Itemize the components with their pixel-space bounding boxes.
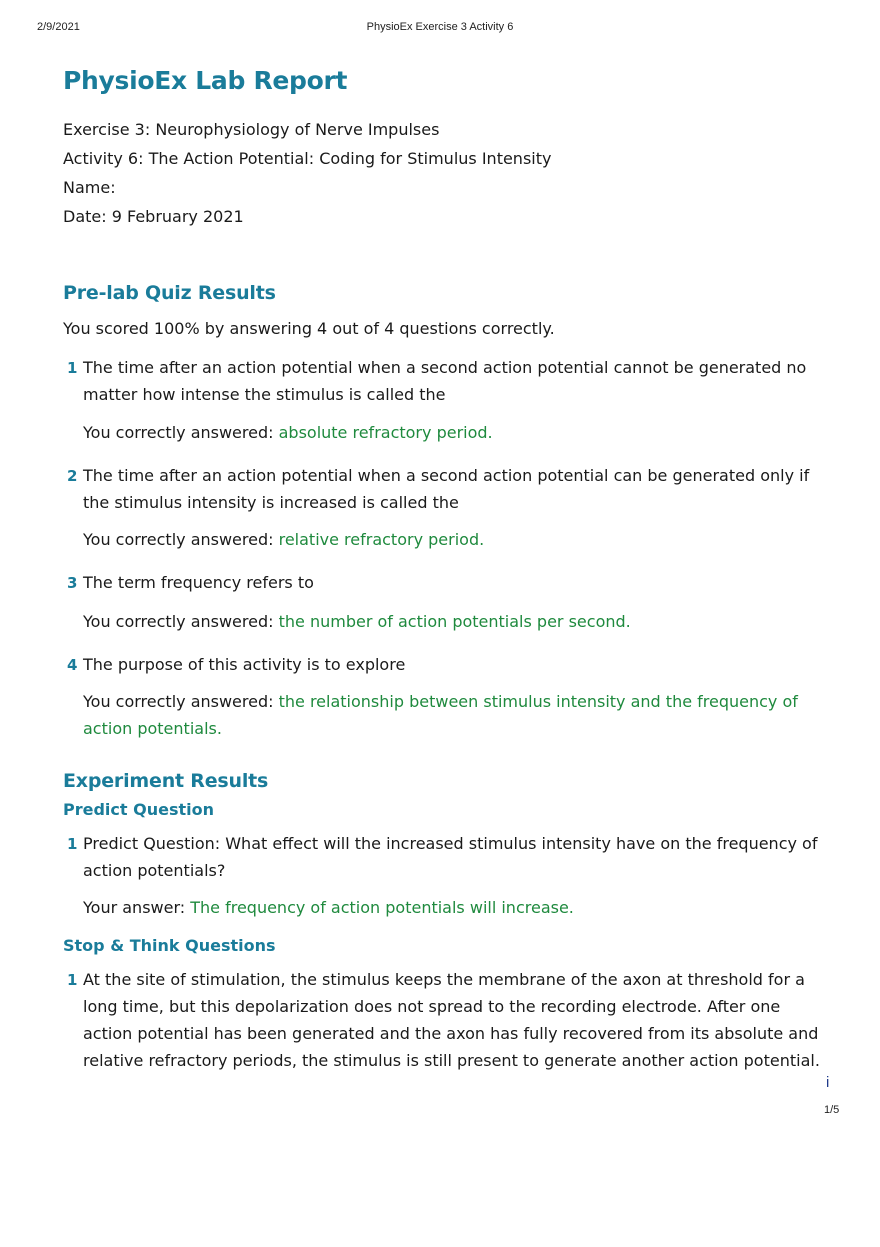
answer-value: the number of action potentials per second. [278,612,631,631]
answer-prefix: You correctly answered: [83,692,279,711]
question-number: 1 [67,971,78,989]
prelab-answer-2 [63,526,833,553]
prelab-question-3 [63,569,833,596]
answer-value: absolute refractory period. [278,423,493,442]
prelab-heading: Pre-lab Quiz Results [63,282,276,304]
prelab-question-1 [63,354,833,408]
question-text: The time after an action potential when a second action potential cannot be generated no matter how intense the stimulus is called the [83,358,807,404]
answer-value: relative refractory period. [278,530,485,549]
prelab-question-2 [63,462,833,516]
question-number: 2 [67,467,78,485]
activity-line: Activity 6: The Action Potential: Coding for Stimulus Intensity [63,149,552,168]
predict-question-1 [63,830,833,884]
page-marker: i [826,1074,830,1091]
prelab-answer-1 [63,419,833,446]
prelab-answer-4 [63,688,833,742]
question-number: 3 [67,574,78,592]
prelab-score: You scored 100% by answering 4 out of 4 questions correctly. [63,319,555,338]
answer-value: the relationship between stimulus intensity and the frequency of action potentials. [83,692,798,738]
predict-answer-1 [63,894,833,921]
question-text: The purpose of this activity is to explore [83,655,406,674]
stop-think-heading: Stop & Think Questions [63,936,276,955]
question-text: The term frequency refers to [83,573,314,592]
answer-prefix: You correctly answered: [83,423,279,442]
date-line: Date: 9 February 2021 [63,207,244,226]
print-header [0,21,880,37]
question-number: 1 [67,359,78,377]
question-number: 4 [67,656,78,674]
answer-value: The frequency of action potentials will increase. [190,898,574,917]
answer-prefix: Your answer: [83,898,191,917]
name-line: Name: [63,178,116,197]
report-meta [63,115,833,231]
prelab-answer-3 [63,608,833,635]
report-content [63,60,833,1074]
question-number: 1 [67,835,78,853]
question-text: Predict Question: What effect will the increased stimulus intensity have on the frequency of action potentials? [83,834,818,880]
predict-heading: Predict Question [63,800,214,819]
experiment-heading: Experiment Results [63,770,269,792]
answer-prefix: You correctly answered: [83,612,279,631]
question-text: The time after an action potential when a second action potential can be generated only if the stimulus intensity is increased is called the [83,466,810,512]
stop-think-question-1 [63,966,833,1074]
print-date: 2/9/2021 [37,21,80,33]
prelab-question-4 [63,651,833,678]
print-title: PhysioEx Exercise 3 Activity 6 [366,21,514,33]
page-number: 1/5 [824,1104,840,1116]
answer-prefix: You correctly answered: [83,530,279,549]
report-title: PhysioEx Lab Report [63,66,348,95]
exercise-line: Exercise 3: Neurophysiology of Nerve Impulses [63,120,440,139]
question-text: At the site of stimulation, the stimulus keeps the membrane of the axon at threshold for a long time, but this depolarization does not spread to the recording electrode. After one action potential has been generated and the axon has fully recovered from its absolute and relative refractory periods, the stimulus is still present to generate another action potential. [83,970,820,1070]
